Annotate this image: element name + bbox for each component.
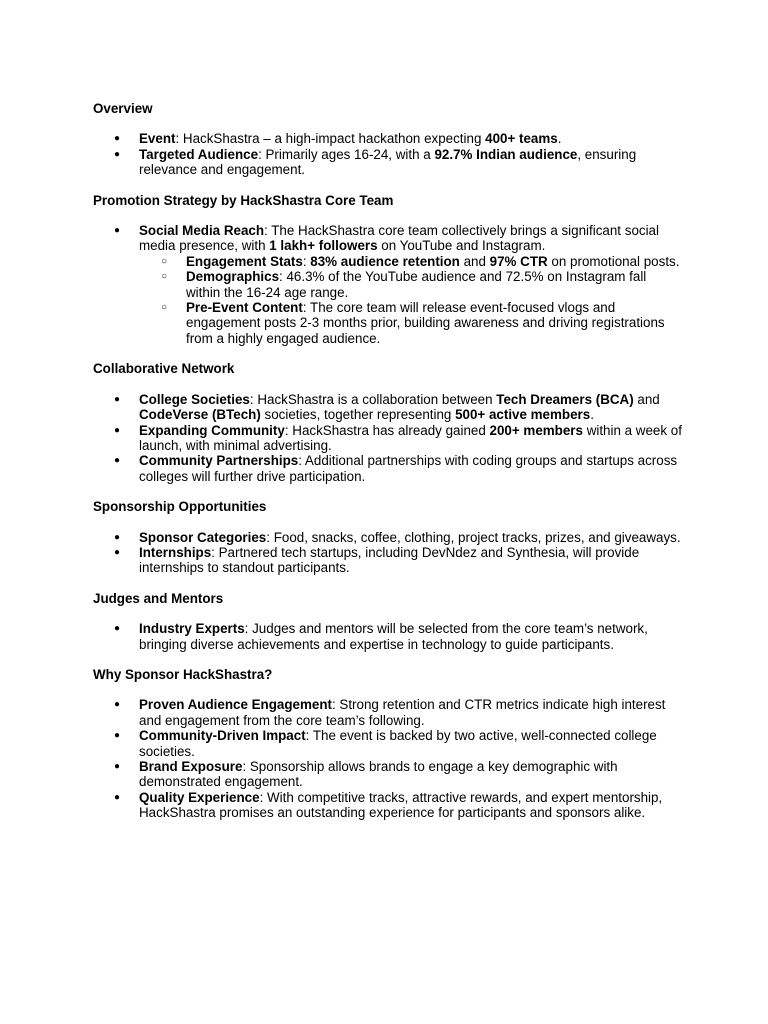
bold-term: Event — [139, 131, 176, 147]
bold-term: Pre-Event Content — [186, 300, 303, 316]
text-run: : Strong retention and CTR metrics indicate high interest and engagement from the core team’s following. — [139, 697, 666, 728]
list-item — [93, 131, 683, 146]
text-run: societies, together representing — [260, 407, 456, 423]
section-heading: Sponsorship Opportunities — [93, 499, 267, 515]
list-item — [93, 790, 683, 821]
bold-term: 83% audience retention — [310, 253, 460, 269]
bold-term: Targeted Audience — [139, 146, 259, 162]
text-run: on promotional posts. — [547, 253, 680, 269]
bold-term: Sponsor Categories — [139, 529, 267, 545]
section-judges-and-mentors — [93, 591, 683, 652]
bold-term: Engagement Stats — [186, 253, 303, 269]
text-run: : Food, snacks, coffee, clothing, project tracks, prizes, and giveaways. — [266, 529, 681, 545]
list-item — [93, 392, 683, 423]
section-sponsorship-opportunities — [93, 499, 683, 576]
section-heading: Promotion Strategy by HackShastra Core Team — [93, 192, 394, 208]
bold-term: Demographics — [186, 269, 280, 285]
text-run: . — [557, 131, 562, 147]
text-run: : Sponsorship allows brands to engage a key demographic with demonstrated engagement. — [139, 759, 618, 790]
sub-list-item — [139, 269, 683, 300]
bold-term: 97% CTR — [489, 253, 548, 269]
section-promotion-strategy-by-hackshastra-core-team — [93, 193, 683, 347]
section-overview — [93, 101, 683, 178]
text-run: : The event is backed by two active, well-connected college societies. — [139, 728, 657, 759]
list-item — [93, 530, 683, 545]
bold-term: Industry Experts — [139, 621, 245, 637]
list-item — [93, 728, 683, 759]
list-item — [93, 423, 683, 454]
document-page — [93, 101, 683, 836]
text-run: : With competitive tracks, attractive rewards, and expert mentorship, HackShastra promises an outstanding experience for participants and sponsors alike. — [139, 789, 663, 821]
section-collaborative-network — [93, 361, 683, 484]
bold-term: 400+ teams — [485, 131, 558, 147]
bullet-list — [93, 530, 683, 576]
section-why-sponsor-hackshastra — [93, 667, 683, 821]
text-run: : Judges and mentors will be selected from the core team’s network, bringing diverse achievements and expertise in technology to guide participants. — [139, 621, 648, 652]
bold-term: Internships — [139, 544, 212, 560]
text-run: : Additional partnerships with coding groups and startups across colleges will further drive participation. — [139, 453, 678, 484]
bullet-list — [93, 223, 683, 346]
list-item — [93, 453, 683, 484]
text-run: , ensuring relevance and engagement. — [139, 146, 637, 178]
bold-term: College Societies — [139, 391, 250, 407]
bullet-list — [93, 697, 683, 820]
section-heading: Judges and Mentors — [93, 590, 224, 606]
text-run: : Partnered tech startups, including DevNdez and Synthesia, will provide internships to standout participants. — [139, 544, 640, 576]
text-run: : 46.3% of the YouTube audience and 72.5% on Instagram fall within the 16-24 age range. — [186, 269, 647, 300]
bold-term: 200+ members — [489, 422, 583, 438]
text-run: : — [302, 253, 311, 269]
sub-bullet-list — [139, 254, 683, 346]
bold-term: Expanding Community — [139, 422, 285, 438]
bold-term: Brand Exposure — [139, 759, 243, 774]
section-heading: Why Sponsor HackShastra? — [93, 666, 273, 682]
text-run: : HackShastra – a high-impact hackathon expecting — [175, 131, 486, 147]
bullet-list — [93, 131, 683, 177]
text-run: within a week of launch, with minimal advertising. — [139, 422, 682, 453]
bold-term: CodeVerse (BTech) — [139, 407, 261, 423]
sub-list-item — [139, 300, 683, 346]
bold-term: Social Media Reach — [139, 223, 265, 239]
text-run: and — [633, 391, 660, 407]
text-run: on YouTube and Instagram. — [377, 238, 546, 254]
text-run: : The HackShastra core team collectively brings a significant social media presence, with — [139, 223, 659, 254]
bold-term: Tech Dreamers (BCA) — [496, 391, 634, 407]
bold-term: 500+ active members — [455, 407, 591, 423]
text-run: and — [459, 253, 490, 269]
text-run: : Primarily ages 16-24, with a — [258, 146, 435, 162]
bullet-list — [93, 621, 683, 652]
section-heading: Overview — [93, 101, 153, 116]
list-item — [93, 759, 683, 790]
text-run: . — [590, 407, 594, 423]
list-item — [93, 147, 683, 178]
bold-term: 92.7% Indian audience — [434, 146, 578, 162]
bold-term: Community Partnerships — [139, 453, 299, 469]
list-item — [93, 223, 683, 346]
bold-term: 1 lakh+ followers — [269, 238, 378, 254]
list-item — [93, 621, 683, 652]
bold-term: Quality Experience — [139, 789, 260, 805]
sub-list-item — [139, 254, 683, 269]
bold-term: Proven Audience Engagement — [139, 697, 332, 713]
section-heading: Collaborative Network — [93, 361, 235, 377]
list-item — [93, 697, 683, 728]
list-item — [93, 545, 683, 576]
text-run: : HackShastra is a collaboration between — [249, 391, 497, 407]
bold-term: Community-Driven Impact — [139, 728, 306, 744]
text-run: : HackShastra has already gained — [284, 422, 490, 438]
bullet-list — [93, 392, 683, 484]
text-run: : The core team will release event-focused vlogs and engagement posts 2-3 months prior, building awareness and driving registrations from a highly engaged audience. — [186, 300, 665, 346]
